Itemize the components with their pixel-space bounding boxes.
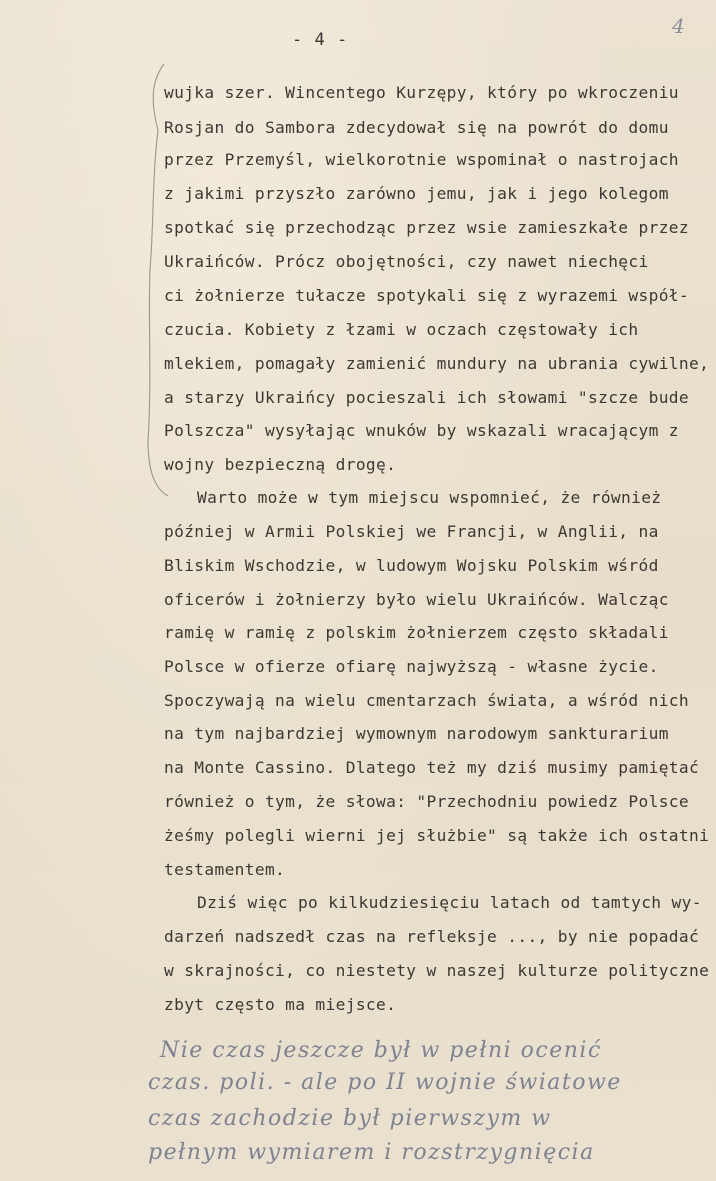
text-line: Warto może w tym miejscu wspomnieć, że również [197,488,662,507]
text-line: Polsce w ofierze ofiarę najwyższą - własne życie. [164,657,659,676]
text-line: wujka szer. Wincentego Kurzępy, który po wkroczeniu [164,83,679,102]
text-line: ci żołnierze tułacze spotykali się z wyrazemi współ- [164,286,689,305]
text-line: czucia. Kobiety z łzami w oczach częstowały ich [164,320,639,339]
text-line: darzeń nadszedł czas na refleksje ..., by nie popadać [164,927,700,946]
text-line: Dziś więc po kilkudziesięciu latach od tamtych wy- [197,893,702,912]
text-line: ramię w ramię z polskim żołnierzem często składali [164,623,669,642]
text-line: mlekiem, pomagały zamienić mundury na ubrania cywilne, [164,354,710,373]
handwritten-line: Nie czas jeszcze był w pełni ocenić [160,1038,602,1063]
text-line: z jakimi przyszło zarówno jemu, jak i jego kolegom [164,184,669,203]
text-line: testamentem. [164,860,286,879]
text-line: Spoczywają na wielu cmentarzach świata, a wśród nich [164,691,689,710]
text-line: Polszcza" wysyłając wnuków by wskazali wracającym z [164,421,679,440]
text-line: przez Przemyśl, wielkorotnie wspominał o nastrojach [164,150,679,169]
handwritten-line: pełnym wymiarem i rozstrzygnięcia [148,1140,595,1165]
handwritten-line: czas zachodzie był pierwszym w [148,1106,552,1131]
text-line: zbyt często ma miejsce. [164,995,397,1014]
handwritten-line: czas. poli. - ale po II wojnie światowe [148,1070,622,1095]
page-number: - 4 - [292,30,349,50]
text-line: Ukraińców. Prócz obojętności, czy nawet niechęci [164,252,649,271]
handwritten-page-number: 4 [672,14,685,38]
text-line: żeśmy polegli wierni jej służbie" są także ich ostatni [164,826,710,845]
text-line: później w Armii Polskiej we Francji, w Anglii, na [164,522,659,541]
text-line: na tym najbardziej wymownym narodowym sankturarium [164,724,669,743]
text-line: na Monte Cassino. Dlatego też my dziś musimy pamiętać [164,758,700,777]
text-line: Rosjan do Sambora zdecydował się na powrót do domu [164,118,669,137]
text-line: oficerów i żołnierzy było wielu Ukraińców. Walcząc [164,590,669,609]
text-line: spotkać się przechodząc przez wsie zamieszkałe przez [164,218,689,237]
text-line: a starzy Ukraińcy pocieszali ich słowami "szcze bude [164,388,689,407]
text-line: również o tym, że słowa: "Przechodniu powiedz Polsce [164,792,689,811]
text-line: wojny bezpieczną drogę. [164,455,397,474]
text-line: Bliskim Wschodzie, w ludowym Wojsku Polskim wśród [164,556,659,575]
text-line: w skrajności, co niestety w naszej kulturze polityczne [164,961,710,980]
